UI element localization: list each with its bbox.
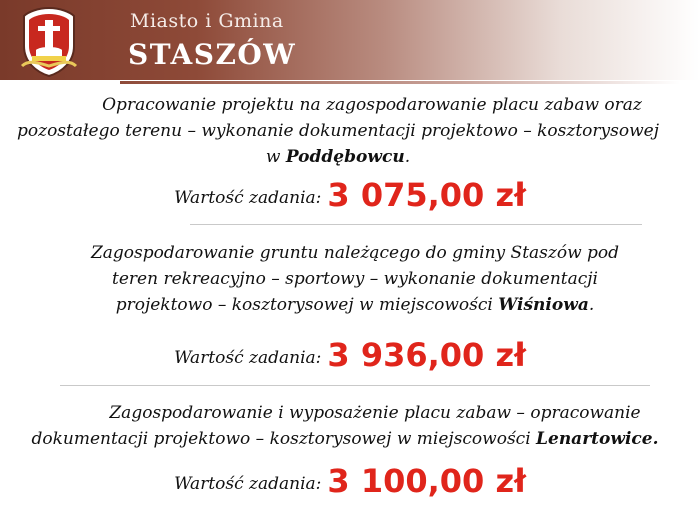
task-item [0,400,700,500]
task-value-line [0,336,700,374]
task-description: Opracowanie projektu na zagospodarowanie placu zabaw oraz pozostałego terenu – wykonanie dokumentacji projektowo – kosztorysowej w Poddębowcu. [17,95,659,167]
value-label: Wartość zadania: [174,348,322,368]
town-subtitle: Miasto i Gmina [130,10,284,32]
value-amount: 3 936,00 zł [327,336,526,374]
coat-of-arms-icon [18,6,80,78]
divider [190,224,642,225]
task-description: Zagospodarowanie i wyposażenie placu zabaw – opracowanie dokumentacji projektowo – kosztorysowej w miejscowości Lenartowice. [31,403,659,449]
task-value-line [0,462,700,500]
task-description: Zagospodarowanie gruntu należącego do gminy Staszów pod teren rekreacyjno – sportowy – wykonanie dokumentacji projektowo – kosztorysowej w miejscowości Wiśniowa. [90,243,620,315]
town-title: STASZÓW [128,38,297,71]
divider [60,385,650,386]
value-amount: 3 075,00 zł [327,176,526,214]
place-name: Poddębowcu [285,147,405,167]
header-underline [120,81,680,84]
value-amount: 3 100,00 zł [327,462,526,500]
value-label: Wartość zadania: [174,474,322,494]
task-value-line [0,176,700,214]
value-label: Wartość zadania: [174,188,322,208]
header-banner [0,0,700,80]
place-name: Lenartowice. [536,429,659,449]
place-name: Wiśniowa [498,295,589,315]
task-item [0,92,700,214]
task-item [0,240,700,374]
